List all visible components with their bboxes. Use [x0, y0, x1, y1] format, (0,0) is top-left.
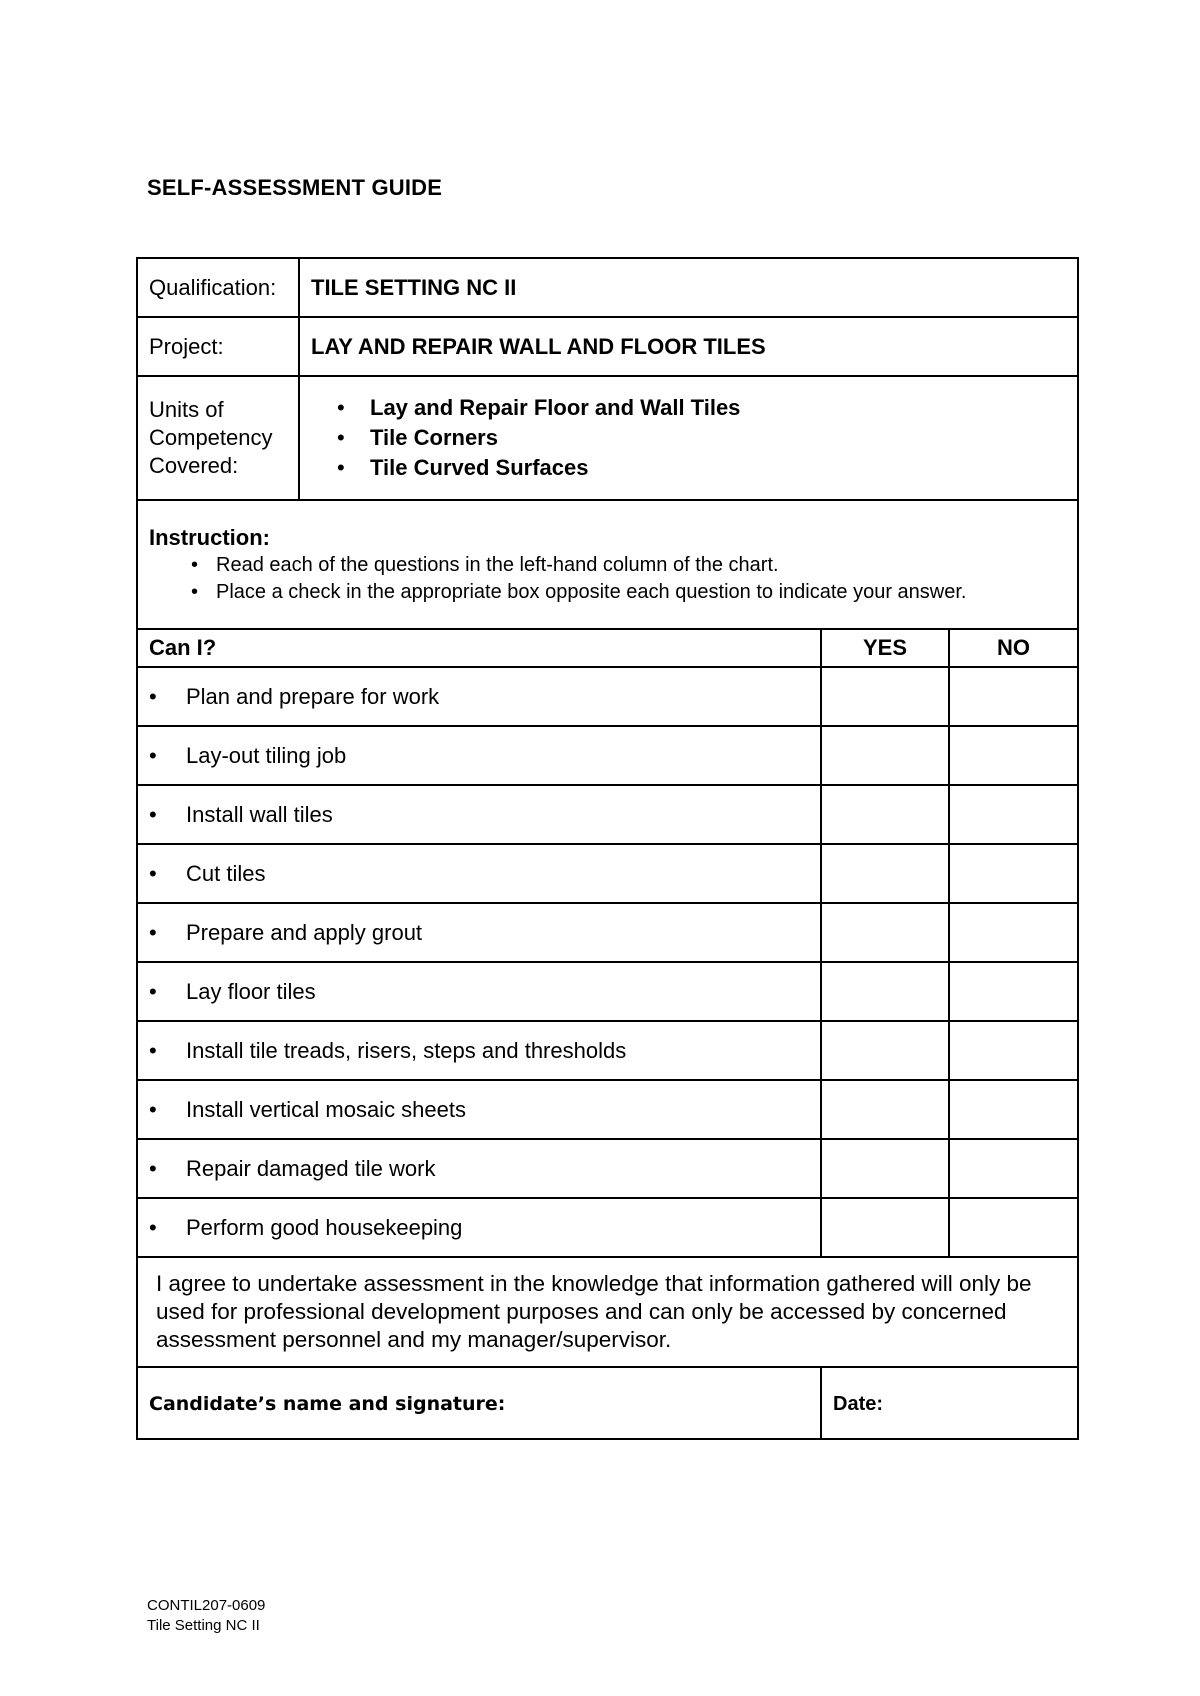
qualification-row	[137, 258, 1078, 317]
no-checkbox[interactable]	[949, 785, 1078, 844]
yes-checkbox[interactable]	[821, 844, 949, 903]
candidate-signature-label: Candidate’s name and signature:	[149, 1392, 506, 1415]
units-label	[137, 376, 299, 500]
question-text: • Cut tiles	[149, 860, 820, 888]
checklist-row	[137, 1198, 1078, 1257]
page-title: SELF-ASSESSMENT GUIDE	[147, 175, 443, 200]
question-text: • Lay floor tiles	[149, 978, 820, 1006]
question-text: • Plan and prepare for work	[149, 683, 820, 711]
no-checkbox[interactable]	[949, 667, 1078, 726]
question-cell	[137, 962, 821, 1021]
question-text: • Perform good housekeeping	[149, 1214, 820, 1242]
candidate-signature-field[interactable]	[137, 1367, 821, 1439]
agreement-cell	[137, 1257, 1078, 1367]
page-footer	[147, 1596, 265, 1636]
checklist-row	[137, 1139, 1078, 1198]
document-code: CONTIL207-0609	[147, 1597, 266, 1614]
unit-item: • Lay and Repair Floor and Wall Tiles	[337, 393, 1077, 423]
agreement-text: I agree to undertake assessment in the knowledge that information gathered will only be used for professional development purposes and can only be accessed by concerned assessment personnel and my manager/supervisor.	[156, 1271, 1032, 1352]
yes-header: YES	[821, 629, 949, 667]
yes-checkbox[interactable]	[821, 903, 949, 962]
units-row	[137, 376, 1078, 500]
can-i-header: Can I?	[137, 629, 821, 667]
checklist-row	[137, 962, 1078, 1021]
units-label-line: Competency	[149, 425, 273, 450]
project-label: Project:	[137, 317, 299, 376]
self-assessment-table	[136, 257, 1079, 1440]
checklist-row	[137, 844, 1078, 903]
no-checkbox[interactable]	[949, 903, 1078, 962]
question-cell	[137, 844, 821, 903]
project-value: LAY AND REPAIR WALL AND FLOOR TILES	[299, 317, 1078, 376]
yes-checkbox[interactable]	[821, 962, 949, 1021]
instruction-item: • Read each of the questions in the left-hand column of the chart.	[191, 552, 1077, 579]
question-cell	[137, 785, 821, 844]
units-label-line: Units of	[149, 397, 224, 422]
signature-row	[137, 1367, 1078, 1439]
instruction-cell	[137, 500, 1078, 629]
units-label-line: Covered:	[149, 453, 239, 478]
qualification-label: Qualification:	[137, 258, 299, 317]
instruction-item: • Place a check in the appropriate box opposite each question to indicate your answer.	[191, 579, 1077, 606]
yes-checkbox[interactable]	[821, 1198, 949, 1257]
checklist-row	[137, 1080, 1078, 1139]
checklist-row	[137, 667, 1078, 726]
yes-checkbox[interactable]	[821, 785, 949, 844]
checklist-row	[137, 785, 1078, 844]
instruction-row	[137, 500, 1078, 629]
question-cell	[137, 726, 821, 785]
no-checkbox[interactable]	[949, 962, 1078, 1021]
instruction-list	[149, 552, 1077, 606]
yes-checkbox[interactable]	[821, 1139, 949, 1198]
no-checkbox[interactable]	[949, 1021, 1078, 1080]
question-text: • Repair damaged tile work	[149, 1155, 820, 1183]
no-checkbox[interactable]	[949, 726, 1078, 785]
yes-checkbox[interactable]	[821, 1080, 949, 1139]
instruction-title: Instruction:	[149, 524, 270, 550]
units-value	[299, 376, 1078, 500]
question-cell	[137, 1080, 821, 1139]
question-text: • Prepare and apply grout	[149, 919, 820, 947]
unit-item: • Tile Corners	[337, 423, 1077, 453]
date-label: Date:	[833, 1392, 884, 1415]
units-list	[311, 393, 1077, 483]
agreement-row	[137, 1257, 1078, 1367]
yes-checkbox[interactable]	[821, 726, 949, 785]
project-row	[137, 317, 1078, 376]
unit-item: • Tile Curved Surfaces	[337, 453, 1077, 483]
date-field[interactable]	[821, 1367, 1078, 1439]
document-name: Tile Setting NC II	[147, 1617, 260, 1634]
question-cell	[137, 1198, 821, 1257]
checklist-row	[137, 1021, 1078, 1080]
yes-checkbox[interactable]	[821, 1021, 949, 1080]
question-cell	[137, 903, 821, 962]
no-checkbox[interactable]	[949, 844, 1078, 903]
yes-checkbox[interactable]	[821, 667, 949, 726]
question-text: • Lay-out tiling job	[149, 742, 820, 770]
no-header: NO	[949, 629, 1078, 667]
checklist-header-row	[137, 629, 1078, 667]
question-text: • Install tile treads, risers, steps and thresholds	[149, 1037, 820, 1065]
checklist-row	[137, 726, 1078, 785]
qualification-value: TILE SETTING NC II	[299, 258, 1078, 317]
no-checkbox[interactable]	[949, 1139, 1078, 1198]
question-cell	[137, 1139, 821, 1198]
checklist-row	[137, 903, 1078, 962]
question-cell	[137, 667, 821, 726]
question-text: • Install wall tiles	[149, 801, 820, 829]
question-text: • Install vertical mosaic sheets	[149, 1096, 820, 1124]
no-checkbox[interactable]	[949, 1080, 1078, 1139]
question-cell	[137, 1021, 821, 1080]
no-checkbox[interactable]	[949, 1198, 1078, 1257]
